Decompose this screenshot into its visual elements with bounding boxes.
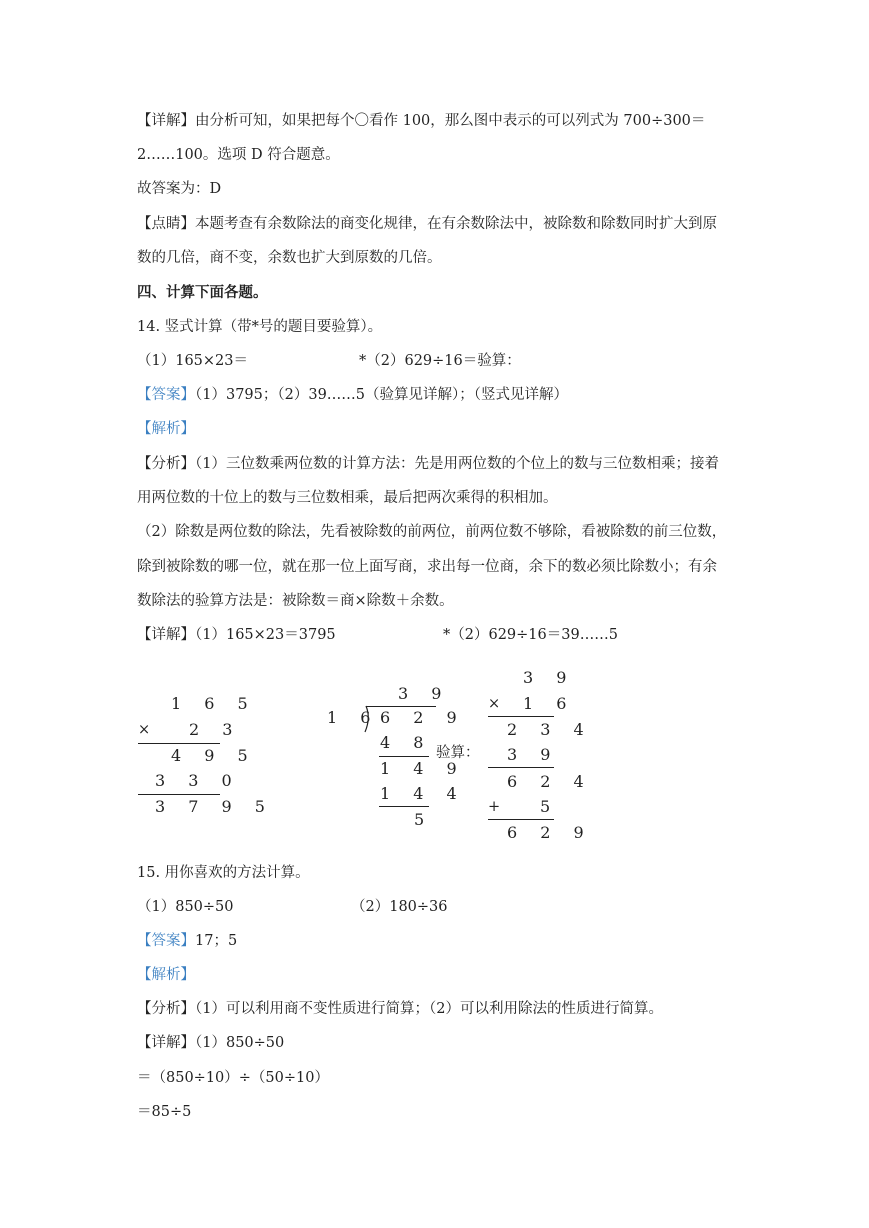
answer-line: 故答案为：D xyxy=(137,181,222,197)
mult-row-3: 4 9 5 xyxy=(171,746,257,765)
div-quotient: 3 9 xyxy=(398,684,451,703)
analysis-14-line-2: 用两位数的十位上的数与三位数相乘，最后把两次乘得的积相加。 xyxy=(137,490,558,506)
check-row-1: 3 9 xyxy=(523,668,576,687)
check-label: 验算： xyxy=(436,745,480,761)
analysis-15: 【分析】（1）可以利用商不变性质进行简算；（2）可以利用除法的性质进行简算。 xyxy=(137,1001,663,1017)
check-plus-sign: + xyxy=(488,799,501,815)
mult-rule-1 xyxy=(138,743,220,744)
answer-15 xyxy=(137,931,237,951)
analysis-14-line-1: 【分析】（1）三位数乘两位数的计算方法：先是用两位数的个位上的数与三位数相乘；接着 xyxy=(137,456,719,472)
div-step-2: 1 4 9 xyxy=(380,759,466,778)
check-row-3: 2 3 4 xyxy=(507,720,593,739)
check-row-6: 5 xyxy=(540,797,560,816)
q14-part-1: （1）165×23＝ xyxy=(137,353,249,369)
detail-14-part-1: 【详解】（1）165×23＝3795 xyxy=(137,627,336,643)
q15-part-1: （1）850÷50 xyxy=(137,899,234,915)
detail-15-step-2: ＝85÷5 xyxy=(137,1104,192,1120)
check-rule-2 xyxy=(488,767,554,768)
comment-line-1: 【点睛】本题考查有余数除法的商变化规律，在有余数除法中，被除数和除数同时扩大到原 xyxy=(137,216,717,232)
div-rule-2 xyxy=(379,806,429,807)
mult-row-5: 3 7 9 5 xyxy=(155,797,274,816)
q15-part-2: （2）180÷36 xyxy=(351,899,448,915)
detail-15: 【详解】（1）850÷50 xyxy=(137,1035,285,1051)
q14-part-2: *（2）629÷16＝验算： xyxy=(359,353,521,369)
check-row-7: 6 2 9 xyxy=(507,823,593,842)
comment-line-2: 数的几倍，商不变，余数也扩大到原数的几倍。 xyxy=(137,250,442,266)
question-15: 15. 用你喜欢的方法计算。 xyxy=(137,865,310,881)
div-step-3: 1 4 4 xyxy=(380,784,466,803)
mult-row-4: 3 3 0 xyxy=(155,771,241,790)
times-sign: × xyxy=(138,722,151,738)
detail-14-part-2: *（2）629÷16＝39……5 xyxy=(443,627,618,643)
check-times-sign: × xyxy=(488,696,501,712)
answer-tag: 【答案】 xyxy=(137,387,195,403)
mult-row-1: 1 6 5 xyxy=(171,694,257,713)
detail-15-step-1: ＝（850÷10）÷（50÷10） xyxy=(137,1070,329,1086)
div-rule-1 xyxy=(379,756,429,757)
div-top-rule xyxy=(366,706,436,707)
analysis-tag-14: 【解析】 xyxy=(137,421,195,437)
check-row-5: 6 2 4 xyxy=(507,772,593,791)
analysis-tag-15: 【解析】 xyxy=(137,967,195,983)
detail-line-2: 2……100。选项 D 符合题意。 xyxy=(137,147,340,163)
question-14: 14. 竖式计算（带*号的题目要验算）。 xyxy=(137,319,383,335)
analysis-14-line-4: 除到被除数的哪一位，就在那一位上面写商，求出每一位商，余下的数必须比除数小；有余 xyxy=(137,559,717,575)
answer-14 xyxy=(137,385,568,405)
div-step-1: 4 8 xyxy=(380,733,433,752)
check-row-4: 3 9 xyxy=(507,745,560,764)
analysis-14-line-3: （2）除数是两位数的除法，先看被除数的前两位，前两位数不够除，看被除数的前三位数， xyxy=(137,524,727,540)
check-rule-3 xyxy=(488,819,554,820)
div-dividend: 6 2 9 xyxy=(380,708,466,727)
check-rule-1 xyxy=(488,716,554,717)
div-divisor: 1 6 xyxy=(327,708,380,727)
section-heading: 四、计算下面各题。 xyxy=(137,285,268,301)
mult-row-2: 2 3 xyxy=(189,720,242,739)
detail-line-1: 【详解】由分析可知，如果把每个〇看作 100，那么图中表示的可以列式为 700÷300＝ xyxy=(137,113,706,129)
div-remainder: 5 xyxy=(414,810,434,829)
answer-text: （1）3795；（2）39……5（验算见详解）；（竖式见详解） xyxy=(195,387,569,403)
answer-tag: 【答案】 xyxy=(137,933,195,949)
answer-text: 17；5 xyxy=(195,933,238,949)
mult-rule-2 xyxy=(138,794,220,795)
check-row-2: 1 6 xyxy=(523,694,576,713)
analysis-14-line-5: 数除法的验算方法是：被除数＝商×除数＋余数。 xyxy=(137,593,454,609)
